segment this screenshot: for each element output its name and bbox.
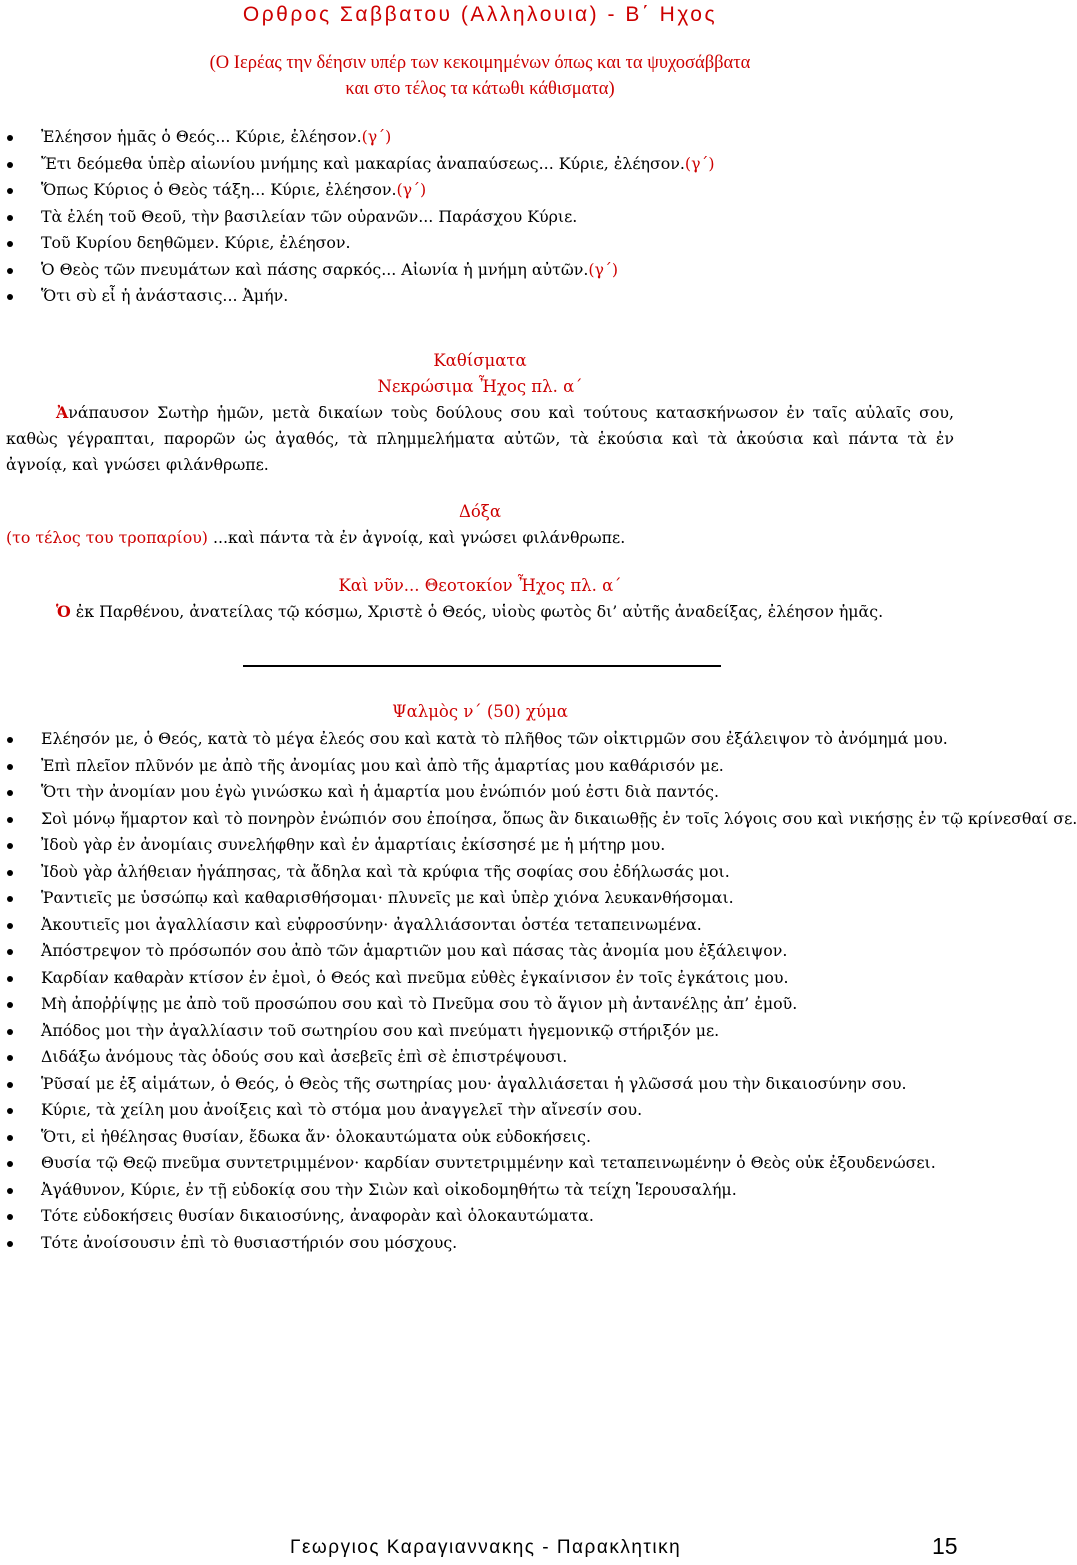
doxa-text: (το τέλος του τροπαρίου) ...καὶ πάντα τὰ ἐν ἀγνοίᾳ, καὶ γνώσει φιλάνθρωπε. bbox=[6, 528, 626, 547]
psalm-verse: Ἐπὶ πλεῖον πλῦνόν με ἀπὸ τῆς ἀνομίας μου καὶ ἀπὸ τῆς ἁμαρτίας μου καθάρισόν με. bbox=[0, 753, 960, 780]
psalm-verse-list bbox=[0, 726, 1077, 1256]
psalm-verse: Τότε ἀνοίσουσιν ἐπὶ τὸ θυσιαστήριόν σου μόσχους. bbox=[0, 1230, 960, 1257]
psalm-verse: Ἰδοὺ γὰρ ἀλήθειαν ἠγάπησας, τὰ ἄδηλα καὶ τὰ κρύφια τῆς σοφίας σου ἐδήλωσάς μοι. bbox=[0, 859, 960, 886]
rubric-line-2: και στο τέλος τα κάτωθι κάθισματα) bbox=[345, 79, 615, 99]
psalm-verse: Ἰδοὺ γὰρ ἐν ἀνομίαις συνελήφθην καὶ ἐν ἁμαρτίαις ἐκίσσησέ με ἡ μήτηρ μου. bbox=[0, 832, 960, 859]
psalm-verse: Καρδίαν καθαρὰν κτίσον ἐν ἐμοὶ, ὁ Θεός καὶ πνεῦμα εὐθὲς ἐγκαίνισον ἐν τοῖς ἐγκάτοις μου. bbox=[0, 965, 960, 992]
footer-author: Γεωργιος Καραγιαννακης - Παρακλητικη bbox=[290, 1537, 682, 1558]
psalm-verse: Ῥαντιεῖς με ὑσσώπῳ καὶ καθαρισθήσομαι· πλυνεῖς με καὶ ὑπὲρ χιόνα λευκανθήσομαι. bbox=[0, 885, 960, 912]
psalm-verse: Ἀκουτιεῖς μοι ἀγαλλίασιν καὶ εὐφροσύνην· ἀγαλλιάσονται ὀστέα τεταπεινωμένα. bbox=[0, 912, 960, 939]
section-divider bbox=[243, 665, 721, 667]
psalm-verse: Ἀγάθυνον, Κύριε, ἐν τῇ εὐδοκίᾳ σου τὴν Σιὼν καὶ οἰκοδομηθήτω τὰ τείχη Ἱερουσαλήμ. bbox=[0, 1177, 960, 1204]
theotokion-heading: Καὶ νῦν... Θεοτοκίον Ἦχος πλ. α΄ bbox=[338, 576, 622, 595]
litany-item: Ὁ Θεὸς τῶν πνευμάτων καὶ πάσης σαρκός... Αἰωνία ἡ μνήμη αὐτῶν.(γ΄) bbox=[0, 257, 960, 284]
litany-item: Ὅπως Κύριος ὁ Θεὸς τάξη... Κύριε, ἐλέησον.(γ΄) bbox=[0, 177, 960, 204]
drop-initial: Ἀ bbox=[56, 403, 69, 422]
drop-initial: Ὁ bbox=[56, 602, 71, 621]
psalm-verse: Ελέησόν με, ὁ Θεός, κατὰ τὸ μέγα ἐλεός σου καὶ κατὰ τὸ πλῆθος τῶν οἰκτιρμῶν σου ἐξάλειψον τὸ ἀνόμημά μου. bbox=[0, 726, 960, 753]
psalm-verse: Τότε εὐδοκήσεις θυσίαν δικαιοσύνης, ἀναφορὰν καὶ ὁλοκαυτώματα. bbox=[0, 1203, 960, 1230]
psalm-verse: Ὅτι, εἰ ἠθέλησας θυσίαν, ἔδωκα ἄν· ὁλοκαυτώματα οὐκ εὐδοκήσεις. bbox=[0, 1124, 960, 1151]
rubric-note bbox=[0, 50, 960, 102]
litany-item: Ἐλέησον ἡμᾶς ὁ Θεός... Κύριε, ἐλέησον.(γ΄) bbox=[0, 124, 960, 151]
litany-item: Ἔτι δεόμεθα ὑπὲρ αἰωνίου μνήμης καὶ μακαρίας ἀναπαύσεως... Κύριε, ἐλέησον.(γ΄) bbox=[0, 151, 960, 178]
psalm-verse: Διδάξω ἀνόμους τὰς ὁδούς σου καὶ ἀσεβεῖς ἐπὶ σὲ ἐπιστρέψουσι. bbox=[0, 1044, 960, 1071]
psalm-verse: Ῥῦσαί με ἐξ αἱμάτων, ὁ Θεός, ὁ Θεὸς τῆς σωτηρίας μου· ἀγαλλιάσεται ἡ γλῶσσά μου τὴν δικαιοσύνην σου. bbox=[0, 1071, 960, 1098]
psalm-verse: Ὅτι τὴν ἀνομίαν μου ἐγὼ γινώσκω καὶ ἡ ἁμαρτία μου ἐνώπιόν μού ἐστι διὰ παντός. bbox=[0, 779, 960, 806]
doxa-heading: Δόξα bbox=[458, 502, 502, 521]
rubric-line-1: (Ο Ιερέας την δέησιν υπέρ των κεκοιμημένων όπως και τα ψυχοσάββατα bbox=[209, 53, 751, 73]
psalm-verse: Μὴ ἀποῤῥίψῃς με ἀπὸ τοῦ προσώπου σου καὶ τὸ Πνεῦμα σου τὸ ἅγιον μὴ ἀντανέλῃς ἀπ’ ἐμοῦ. bbox=[0, 991, 960, 1018]
litany-item: Τὰ ἐλέη τοῦ Θεοῦ, τὴν βασιλείαν τῶν οὐρανῶν... Παράσχου Κύριε. bbox=[0, 204, 960, 231]
page-header-title: Ορθρος Σαββατου (Αλληλουια) - Β΄ Ηχος bbox=[242, 3, 718, 26]
litany-item: Ὅτι σὺ εἶ ἡ ἀνάστασις... Ἀμήν. bbox=[0, 283, 960, 310]
theotokion-text: Ὁ ἐκ Παρθένου, ἀνατείλας τῷ κόσμω, Χριστὲ ὁ Θεός, υἱοὺς φωτὸς δι’ αὐτῆς ἀναδείξας, ἐλέησον ἡμᾶς. bbox=[56, 602, 884, 621]
psalm-verse: Σοὶ μόνῳ ἥμαρτον καὶ τὸ πονηρὸν ἐνώπιόν σου ἐποίησα, ὅπως ἂν δικαιωθῇς ἐν τοῖς λόγοις σου καὶ νικήσῃς ἐν τῷ κρίνεσθαί σε. bbox=[0, 806, 960, 833]
psalm-verse: Ἀπόδος μοι τὴν ἀγαλλίασιν τοῦ σωτηρίου σου καὶ πνεύματι ἡγεμονικῷ στήριξόν με. bbox=[0, 1018, 960, 1045]
litany-list bbox=[0, 124, 960, 310]
psalm-verse: Κύριε, τὰ χείλη μου ἀνοίξεις καὶ τὸ στόμα μου ἀναγγελεῖ τὴν αἴνεσίν σου. bbox=[0, 1097, 960, 1124]
kathismata-subheading: Νεκρώσιμα Ἦχος πλ. α΄ bbox=[377, 377, 583, 396]
litany-item: Τοῦ Κυρίου δεηθῶμεν. Κύριε, ἐλέησον. bbox=[0, 230, 960, 257]
kathismata-text: Ἀνάπαυσον Σωτὴρ ἡμῶν, μετὰ δικαίων τοὺς δούλους σου καὶ τούτους κατασκήνωσον ἐν ταῖς αὐλαῖς σου, καθὼς γέγραπται, παρορῶν ὡς ἀγαθός, τὰ πλημμελήματα αὐτῶν, τὰ ἑκούσια καὶ τὰ ἀκούσια καὶ πάντα τὰ ἐν ἀγνοίᾳ, καὶ γνώσει φιλάνθρωπε. bbox=[6, 403, 954, 474]
page-number: 15 bbox=[932, 1533, 958, 1559]
psalm-heading: Ψαλμὸς ν΄ (50) χύμα bbox=[392, 702, 568, 721]
psalm-verse: Ἀπόστρεψον τὸ πρόσωπόν σου ἀπὸ τῶν ἁμαρτιῶν μου καὶ πάσας τὰς ἀνομία μου ἐξάλειψον. bbox=[0, 938, 960, 965]
psalm-verse: Θυσία τῷ Θεῷ πνεῦμα συντετριμμένον· καρδίαν συντετριμμένην καὶ τεταπεινωμένην ὁ Θεὸς οὐκ ἐξουδενώσει. bbox=[0, 1150, 960, 1177]
kathismata-heading: Καθίσματα bbox=[433, 351, 527, 370]
